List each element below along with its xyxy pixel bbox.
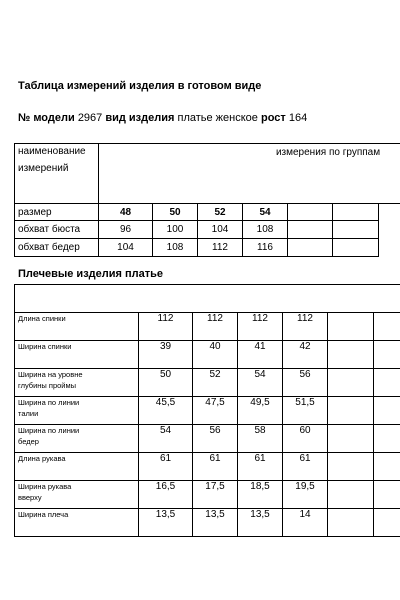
- value-cell: 96: [99, 221, 153, 239]
- table-row: [15, 239, 400, 257]
- table-row: [15, 369, 400, 397]
- table-row: [15, 313, 400, 341]
- value-cell: 14: [283, 509, 328, 537]
- value-cell: 104: [99, 239, 153, 257]
- row-label-line1: Длина рукава: [18, 454, 66, 463]
- value-cell: 56: [193, 425, 238, 453]
- value-cell: 13,5: [193, 509, 238, 537]
- value-cell: 51,5: [283, 397, 328, 425]
- value-cell: 13,5: [238, 509, 283, 537]
- empty-cell: [328, 509, 374, 537]
- value-cell: 61: [193, 453, 238, 481]
- row-label-line1: Ширина рукава: [18, 482, 72, 491]
- value-cell: 112: [283, 313, 328, 341]
- value-cell: 112: [193, 313, 238, 341]
- value-cell: 17,5: [193, 481, 238, 509]
- value-cell: 19,5: [283, 481, 328, 509]
- document-title: Таблица измерений изделия в готовом виде: [18, 80, 262, 92]
- table-row: [15, 397, 400, 425]
- empty-cell: [288, 204, 333, 221]
- empty-cell: [374, 509, 400, 537]
- header-row: [15, 144, 400, 204]
- row-label: [15, 341, 139, 369]
- empty-cell: [374, 369, 400, 397]
- value-cell: 18,5: [238, 481, 283, 509]
- value-cell: 42: [283, 341, 328, 369]
- row-label-line1: Ширина на уровне: [18, 370, 83, 379]
- empty-cell: [328, 453, 374, 481]
- empty-cell: [328, 341, 374, 369]
- row-label: [15, 509, 139, 537]
- blank-header-row: [15, 285, 400, 313]
- empty-cell: [328, 313, 374, 341]
- empty-cell: [333, 221, 379, 239]
- size-label: размер: [15, 204, 99, 221]
- value-cell: 54: [238, 369, 283, 397]
- value-cell: 58: [238, 425, 283, 453]
- value-cell: 16,5: [139, 481, 193, 509]
- value-cell: 47,5: [193, 397, 238, 425]
- value-cell: 41: [238, 341, 283, 369]
- row-label-line2: талии: [18, 409, 39, 418]
- empty-cell: [374, 481, 400, 509]
- value-cell: 61: [139, 453, 193, 481]
- size-cell: 52: [198, 204, 243, 221]
- value-cell: 52: [193, 369, 238, 397]
- row-label: [15, 425, 139, 453]
- size-cell: 50: [153, 204, 198, 221]
- table-row: [15, 341, 400, 369]
- table-row: [15, 453, 400, 481]
- header-name-line2: измерений: [18, 163, 69, 174]
- empty-cell: [374, 313, 400, 341]
- empty-cell: [328, 425, 374, 453]
- empty-cell: [374, 425, 400, 453]
- model-value: 2967: [77, 112, 103, 124]
- value-cell: 13,5: [139, 509, 193, 537]
- row-label: обхват бюста: [15, 221, 99, 239]
- shoulder-measurements-table: [14, 284, 400, 537]
- row-label: [15, 453, 139, 481]
- value-cell: 49,5: [238, 397, 283, 425]
- value-cell: 61: [238, 453, 283, 481]
- size-cell: 48: [99, 204, 153, 221]
- size-row: [15, 204, 400, 221]
- value-cell: 108: [153, 239, 198, 257]
- blank-header-cell: [15, 285, 400, 313]
- header-name-line1: наименование: [18, 146, 86, 157]
- row-label: [15, 369, 139, 397]
- row-label-line2: вверху: [18, 493, 42, 502]
- section-title: Плечевые изделия платье: [18, 268, 163, 280]
- measurements-table: [14, 143, 400, 257]
- value-cell: 116: [243, 239, 288, 257]
- empty-cell: [374, 397, 400, 425]
- empty-cell: [288, 221, 333, 239]
- value-cell: 112: [139, 313, 193, 341]
- table-row: [15, 425, 400, 453]
- row-label-line1: Ширина по линии: [18, 398, 80, 407]
- value-cell: 104: [198, 221, 243, 239]
- header-name-cell: [15, 144, 99, 204]
- row-label: обхват бедер: [15, 239, 99, 257]
- value-cell: 108: [243, 221, 288, 239]
- row-label-line1: Ширина по линии: [18, 426, 80, 435]
- header-groups-cell: измерения по группам: [99, 144, 400, 204]
- row-label: [15, 313, 139, 341]
- height-value: 164: [288, 112, 308, 124]
- value-cell: 54: [139, 425, 193, 453]
- value-cell: 112: [238, 313, 283, 341]
- row-label-line1: Длина спинки: [18, 314, 66, 323]
- empty-cell: [374, 341, 400, 369]
- empty-cell: [328, 481, 374, 509]
- table-row: [15, 481, 400, 509]
- model-line: [18, 112, 307, 124]
- value-cell: 112: [198, 239, 243, 257]
- row-label-line1: Ширина плеча: [18, 510, 69, 519]
- empty-cell: [288, 239, 333, 257]
- value-cell: 50: [139, 369, 193, 397]
- size-cell: 54: [243, 204, 288, 221]
- value-cell: 60: [283, 425, 328, 453]
- row-label-line2: глубины проймы: [18, 381, 77, 390]
- kind-value: платье женское: [177, 112, 258, 124]
- value-cell: 56: [283, 369, 328, 397]
- value-cell: 45,5: [139, 397, 193, 425]
- row-label-line1: Ширина спинки: [18, 342, 72, 351]
- value-cell: 39: [139, 341, 193, 369]
- table-row: [15, 221, 400, 239]
- height-label: рост: [260, 112, 286, 124]
- row-label: [15, 397, 139, 425]
- empty-cell: [374, 453, 400, 481]
- empty-cell: [328, 397, 374, 425]
- empty-cell: [328, 369, 374, 397]
- row-label: [15, 481, 139, 509]
- empty-cell: [333, 239, 379, 257]
- table-row: [15, 509, 400, 537]
- empty-cell: [333, 204, 379, 221]
- value-cell: 100: [153, 221, 198, 239]
- value-cell: 61: [283, 453, 328, 481]
- value-cell: 40: [193, 341, 238, 369]
- kind-label: вид изделия: [105, 112, 175, 124]
- model-label: № модели: [18, 112, 75, 124]
- row-label-line2: бедер: [18, 437, 39, 446]
